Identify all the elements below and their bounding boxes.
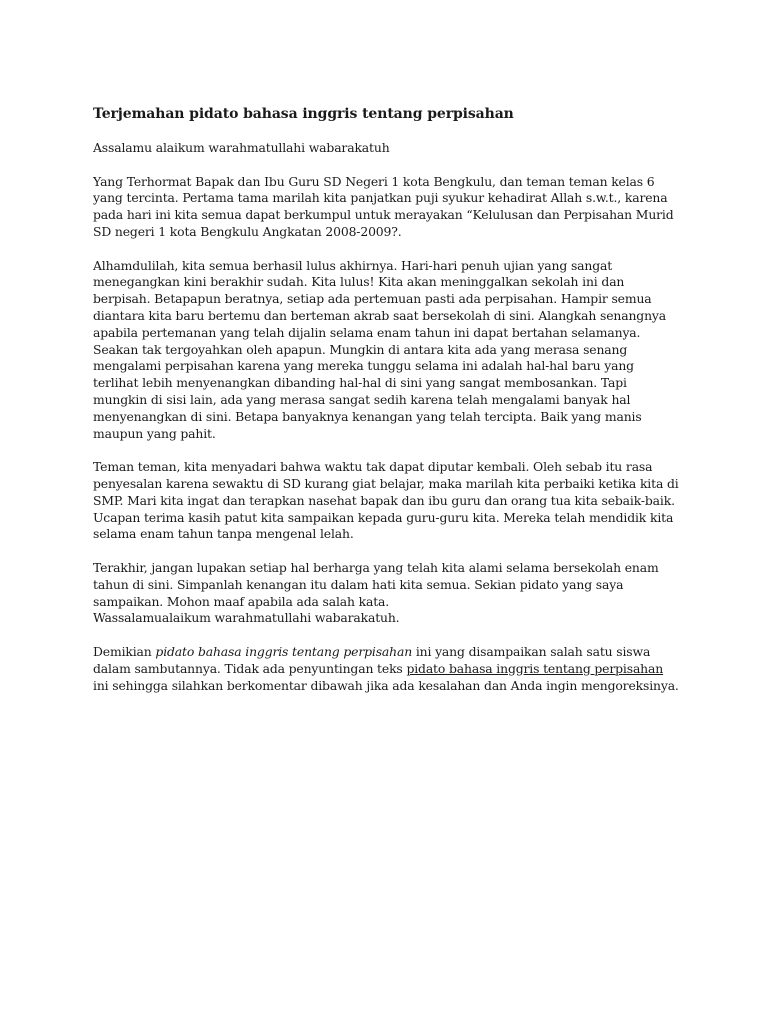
- footer-link[interactable]: pidato bahasa inggris tentang perpisahan: [406, 660, 664, 676]
- body-paragraph: Yang Terhormat Bapak dan Ibu Guru SD Negeri 1 kota Bengkulu, dan teman teman kelas 6 yang tercinta. Pertama tama marilah kita panjatkan puji syukur kehadirat Allah s.w.t., karena pada hari ini kita semua dapat berkumpul untuk merayakan “Kelulusan dan Perpisahan Murid SD negeri 1 kota Bengkulu Angkatan 2008-2009?.: [93, 173, 674, 239]
- footer-text: Demikian: [93, 643, 156, 659]
- body-paragraph: Terakhir, jangan lupakan setiap hal berharga yang telah kita alami selama bersekolah enam tahun di sini. Simpanlah kenangan itu dalam hati kita semua. Sekian pidato yang saya sampaikan. Mohon maaf apabila ada salah kata.: [93, 559, 659, 609]
- footer-text: ini yang disampaikan salah satu siswa dalam sambutannya. Tidak ada penyuntingan teks: [93, 643, 651, 676]
- greeting-paragraph: Assalamu alaikum warahmatullahi wabarakatuh: [93, 140, 390, 155]
- footer-paragraph: [93, 644, 681, 694]
- document-page: [93, 104, 681, 711]
- body-paragraph: Alhamdulilah, kita semua berhasil lulus akhirnya. Hari-hari penuh ujian yang sangat menegangkan kini berakhir sudah. Kita lulus! Kita akan meninggalkan sekolah ini dan berpisah. Betapapun beratnya, setiap ada pertemuan pasti ada perpisahan. Hampir semua diantara kita baru bertemu dan berteman akrab saat bersekolah di sini. Alangkah senangnya apabila pertemanan yang telah dijalin selama enam tahun ini dapat bertahan selamanya. Seakan tak tergoyahkan oleh apapun. Mungkin di antara kita ada yang merasa senang mengalami perpisahan karena yang mereka tunggu selama ini adalah hal-hal baru yang terlihat lebih menyenangkan dibanding hal-hal di sini yang sangat membosankan. Tapi mungkin di sisi lain, ada yang merasa sangat sedih karena telah mengalami banyak hal menyenangkan di sini. Betapa banyaknya kenangan yang telah tercipta. Baik yang manis maupun yang pahit.: [93, 257, 667, 441]
- footer-text: ini sehingga silahkan berkomentar dibawah jika ada kesalahan dan Anda ingin mengoreksinya.: [93, 677, 679, 693]
- closing-paragraph: Wassalamualaikum warahmatullahi wabarakatuh.: [93, 610, 400, 626]
- footer-italic-reference: pidato bahasa inggris tentang perpisahan: [155, 643, 413, 659]
- document-title: Terjemahan pidato bahasa inggris tentang perpisahan: [93, 106, 514, 122]
- body-paragraph: Teman teman, kita menyadari bahwa waktu tak dapat diputar kembali. Oleh sebab itu rasa penyesalan karena sewaktu di SD kurang giat belajar, maka marilah kita perbaiki ketika kita di SMP. Mari kita ingat dan terapkan nasehat bapak dan ibu guru dan orang tua kita sebaik-baik. Ucapan terima kasih patut kita sampaikan kepada guru-guru kita. Mereka telah mendidik kita selama enam tahun tanpa mengenal lelah.: [93, 459, 679, 542]
